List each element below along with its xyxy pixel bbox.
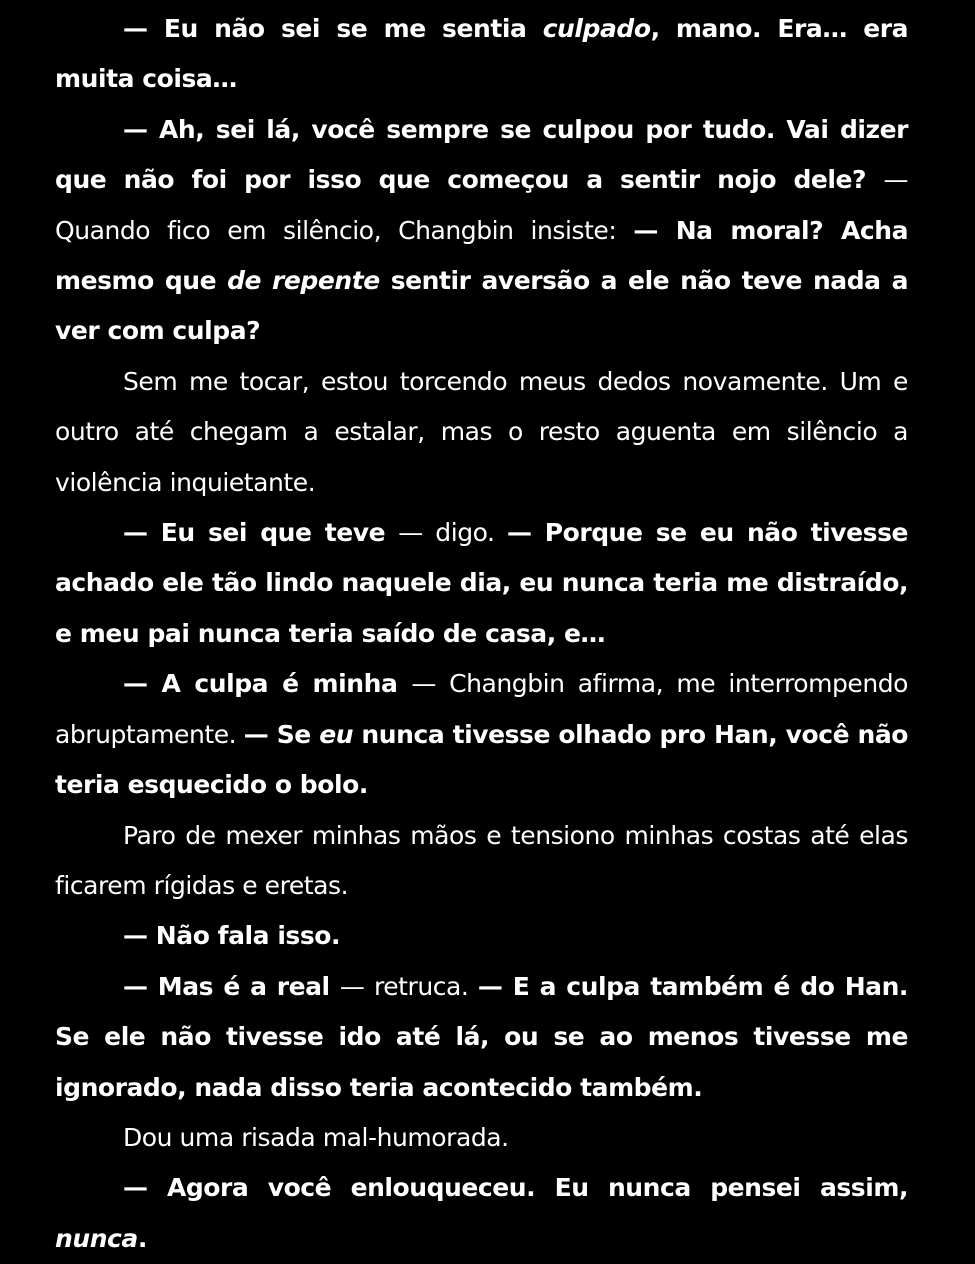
dialogue-text: — Não fala isso. — [123, 921, 341, 951]
emphasis-text: nunca — [55, 1223, 138, 1253]
paragraph-7 — [55, 911, 908, 961]
emphasis-text: culpado — [542, 14, 651, 43]
paragraph-2 — [55, 105, 908, 357]
paragraph-9 — [55, 1113, 908, 1163]
paragraph-4 — [55, 508, 908, 659]
emphasis-text: de repente — [227, 266, 380, 296]
narration-text: — retruca. — [339, 971, 478, 1001]
narration-text: — Quando fico em silêncio, Changbin insiste: — [55, 165, 908, 245]
paragraph-5 — [55, 659, 908, 810]
narration-text: Dou uma risada mal-humorada. — [123, 1122, 509, 1152]
paragraph-1 — [55, 4, 908, 105]
dialogue-text: — Se — [243, 719, 320, 749]
page-text — [55, 4, 908, 1264]
dialogue-text: — Porque se eu não tivesse achado ele tão lindo naquele dia, eu nunca teria me distraído, e meu pai nunca teria saído de casa, e… — [55, 518, 909, 648]
dialogue-text: — Eu não sei se me sentia — [123, 14, 543, 43]
paragraph-10 — [55, 1163, 908, 1264]
emphasis-text: eu — [319, 719, 354, 749]
dialogue-text: — Eu sei que teve — [123, 518, 399, 548]
dialogue-text: — Mas é a real — [123, 971, 340, 1001]
paragraph-3 — [55, 357, 908, 508]
dialogue-text: — Ah, sei lá, você sempre se culpou por tudo. Vai dizer que não foi por isso que começou a sentir nojo dele? — [55, 114, 908, 195]
narration-text: Sem me tocar, estou torcendo meus dedos novamente. Um e outro até chegam a estalar, mas o resto aguenta em silêncio a violência inquietante. — [55, 366, 908, 497]
dialogue-text: — A culpa é minha — [123, 669, 412, 699]
narration-text: Paro de mexer minhas mãos e tensiono minhas costas até elas ficarem rígidas e eretas. — [55, 820, 908, 900]
dialogue-text: sentir aversão a ele não teve nada a ver com culpa? — [55, 266, 908, 346]
dialogue-text: — Agora você enlouqueceu. Eu nunca pensei assim, — [123, 1173, 908, 1203]
narration-text: — Changbin afirma, me interrompendo abruptamente. — [55, 669, 908, 749]
paragraph-6 — [55, 811, 908, 912]
paragraph-8 — [55, 962, 908, 1113]
narration-text: — digo. — [398, 518, 507, 548]
dialogue-text: , mano. Era… era muita coisa… — [55, 14, 908, 94]
dialogue-text: — E a culpa também é do Han. Se ele não tivesse ido até lá, ou se ao menos tivesse me ignorado, nada disso teria acontecido também. — [55, 971, 908, 1102]
dialogue-text: . — [137, 1223, 147, 1253]
dialogue-text: — Na moral? Acha mesmo que — [55, 215, 908, 296]
dialogue-text: nunca tivesse olhado pro Han, você não teria esquecido o bolo. — [55, 719, 908, 800]
